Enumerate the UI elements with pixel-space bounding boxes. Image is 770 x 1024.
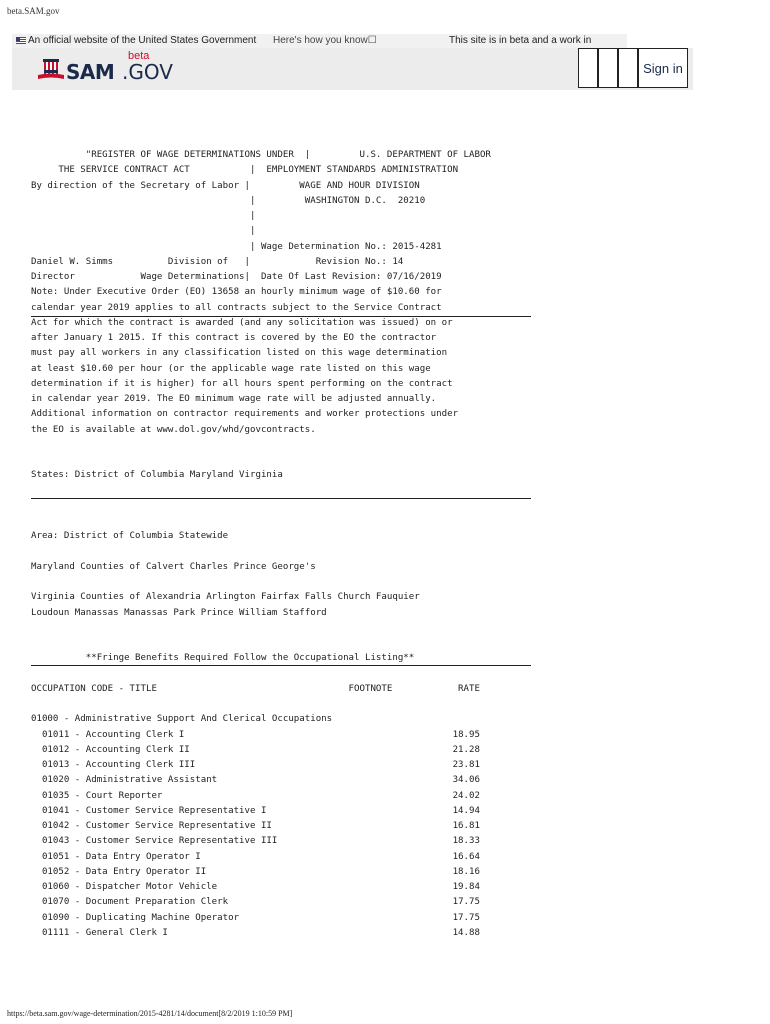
occupation-row [31, 852, 480, 862]
occupation-rate: 18.33 [452, 836, 480, 847]
site-header [12, 48, 693, 90]
how-you-know-link[interactable]: Here's how you know☐ [273, 35, 377, 46]
heading-line: "REGISTER OF WAGE DETERMINATIONS UNDER | U.S. DEPARTMENT OF LABOR [31, 150, 491, 160]
note-line: Act for which the contract is awarded (and any solicitation was issued) on or [31, 317, 453, 328]
occupation-list [31, 730, 480, 938]
occupation-code-title: 01020 - Administrative Assistant [31, 775, 218, 786]
heading-block [31, 150, 491, 282]
occupation-rate: 18.16 [452, 866, 480, 877]
occupation-rate: 16.81 [452, 821, 480, 831]
occupation-row [31, 775, 480, 785]
occupation-code-title: 01042 - Customer Service Representative II [31, 821, 272, 831]
occupation-rate: 14.94 [452, 805, 480, 816]
heading-line: THE SERVICE CONTRACT ACT | EMPLOYMENT STANDARDS ADMINISTRATION [31, 165, 459, 176]
page-footer-url: https://beta.sam.gov/wage-determination/2015-4281/14/document[8/2/2019 1:10:59 PM] [7, 1009, 293, 1018]
heading-line: By direction of the Secretary of Labor | WAGE AND HOUR DIVISION [31, 180, 420, 191]
divider-rule [31, 498, 531, 499]
heading-line: Director Wage Determinations| Date Of Last Revision: 07/16/2019 [31, 272, 442, 282]
note-line: at least $10.60 per hour (or the applicable wage rate listed on this wage [31, 363, 431, 374]
area-line: Maryland Counties of Calvert Charles Prince George's [31, 561, 316, 572]
divider-rule [31, 316, 531, 317]
note-line: must pay all workers in any classification listed on this wage determination [31, 348, 448, 359]
occupation-code-title: 01070 - Document Preparation Clerk [31, 897, 229, 908]
note-line: in calendar year 2019. The EO minimum wage rate will be adjusted annually. [31, 394, 437, 404]
gov-banner [12, 34, 627, 48]
heading-line: Daniel W. Simms Division of | Revision No.: 14 [31, 256, 404, 267]
occupation-row [31, 821, 480, 831]
heading-line: | [31, 226, 256, 237]
sign-in-button[interactable]: Sign in [638, 48, 688, 88]
occupation-code-title: 01013 - Accounting Clerk III [31, 760, 196, 770]
heading-line: | [31, 211, 256, 221]
occupation-code-title: 01041 - Customer Service Representative I [31, 805, 267, 816]
header-nav [578, 48, 688, 88]
official-website-text: An official website of the United States Government [28, 35, 257, 46]
occupation-rate: 17.75 [452, 897, 480, 908]
occupation-row [31, 928, 480, 938]
occupation-rate: 34.06 [452, 775, 480, 786]
occupation-row [31, 745, 480, 755]
uncle-sam-hat-icon [38, 58, 64, 82]
area-line: Virginia Counties of Alexandria Arlington Fairfax Falls Church Fauquier [31, 592, 420, 603]
logo-beta-text: beta [128, 50, 150, 62]
note-line: Note: Under Executive Order (EO) 13658 an hourly minimum wage of $10.60 for [31, 287, 442, 298]
area-line: Area: District of Columbia Statewide [31, 531, 229, 542]
nav-button-3[interactable] [618, 48, 638, 88]
occupation-code-title: 01011 - Accounting Clerk I [31, 729, 185, 740]
occupation-row [31, 897, 480, 907]
nav-button-1[interactable] [578, 48, 598, 88]
note-line: after January 1 2015. If this contract is covered by the EO the contractor [31, 333, 437, 343]
occupation-row [31, 791, 480, 801]
occupation-code-title: 01043 - Customer Service Representative III [31, 836, 278, 847]
occupation-code-title: 01035 - Court Reporter [31, 790, 163, 801]
beta-notice: This site is in beta and a work in [449, 35, 592, 46]
occupation-code-title: 01052 - Data Entry Operator II [31, 866, 207, 877]
occupation-row [31, 836, 480, 846]
occupation-code-title: 01012 - Accounting Clerk II [31, 744, 190, 755]
note-block [31, 287, 458, 434]
states-line: States: District of Columbia Maryland Virginia [31, 470, 283, 481]
occupation-code-title: 01090 - Duplicating Machine Operator [31, 912, 240, 923]
occupation-code-title: 01051 - Data Entry Operator I [31, 851, 201, 862]
heading-line: | WASHINGTON D.C. 20210 [31, 195, 426, 206]
note-line: calendar year 2019 applies to all contracts subject to the Service Contract [31, 302, 442, 313]
occupation-row [31, 882, 480, 892]
occupation-rate: 17.75 [452, 912, 480, 923]
occupation-rate: 16.64 [452, 851, 480, 862]
expand-icon: ☐ [367, 35, 377, 46]
area-block [31, 531, 420, 617]
logo-gov-text: .GOV [122, 60, 173, 84]
occupation-row [31, 730, 480, 740]
occupation-rate: 21.28 [452, 744, 480, 755]
area-line: Loudoun Manassas Manassas Park Prince William Stafford [31, 607, 327, 618]
note-line: the EO is available at www.dol.gov/whd/govcontracts. [31, 424, 316, 435]
wage-determination-document [31, 148, 491, 941]
logo-sam-text: SAM [66, 60, 115, 84]
occupation-row [31, 760, 480, 770]
occupation-rate: 18.95 [452, 729, 480, 740]
occupation-row [31, 867, 480, 877]
nav-button-2[interactable] [598, 48, 618, 88]
occupation-rate: 14.88 [452, 927, 480, 938]
occupation-rate: 24.02 [452, 790, 480, 801]
table-header: OCCUPATION CODE - TITLE FOOTNOTE RATE [31, 683, 480, 694]
us-flag-icon [16, 37, 26, 44]
note-line: Additional information on contractor requirements and worker protections under [31, 409, 459, 420]
browser-title: beta.SAM.gov [7, 6, 60, 16]
fringe-note: **Fringe Benefits Required Follow the Occupational Listing** [31, 653, 415, 664]
note-line: determination if it is higher) for all hours spent performing on the contract [31, 378, 453, 389]
occupation-row [31, 806, 480, 816]
heading-line: | Wage Determination No.: 2015-4281 [31, 241, 442, 252]
occupation-rate: 23.81 [452, 760, 480, 770]
occupation-row [31, 913, 480, 923]
occupation-code-title: 01111 - General Clerk I [31, 927, 168, 938]
occupation-rate: 19.84 [452, 882, 480, 892]
divider-rule [31, 665, 531, 666]
occupation-code-title: 01060 - Dispatcher Motor Vehicle [31, 882, 218, 892]
occupation-group-title: 01000 - Administrative Support And Clerical Occupations [31, 714, 333, 725]
